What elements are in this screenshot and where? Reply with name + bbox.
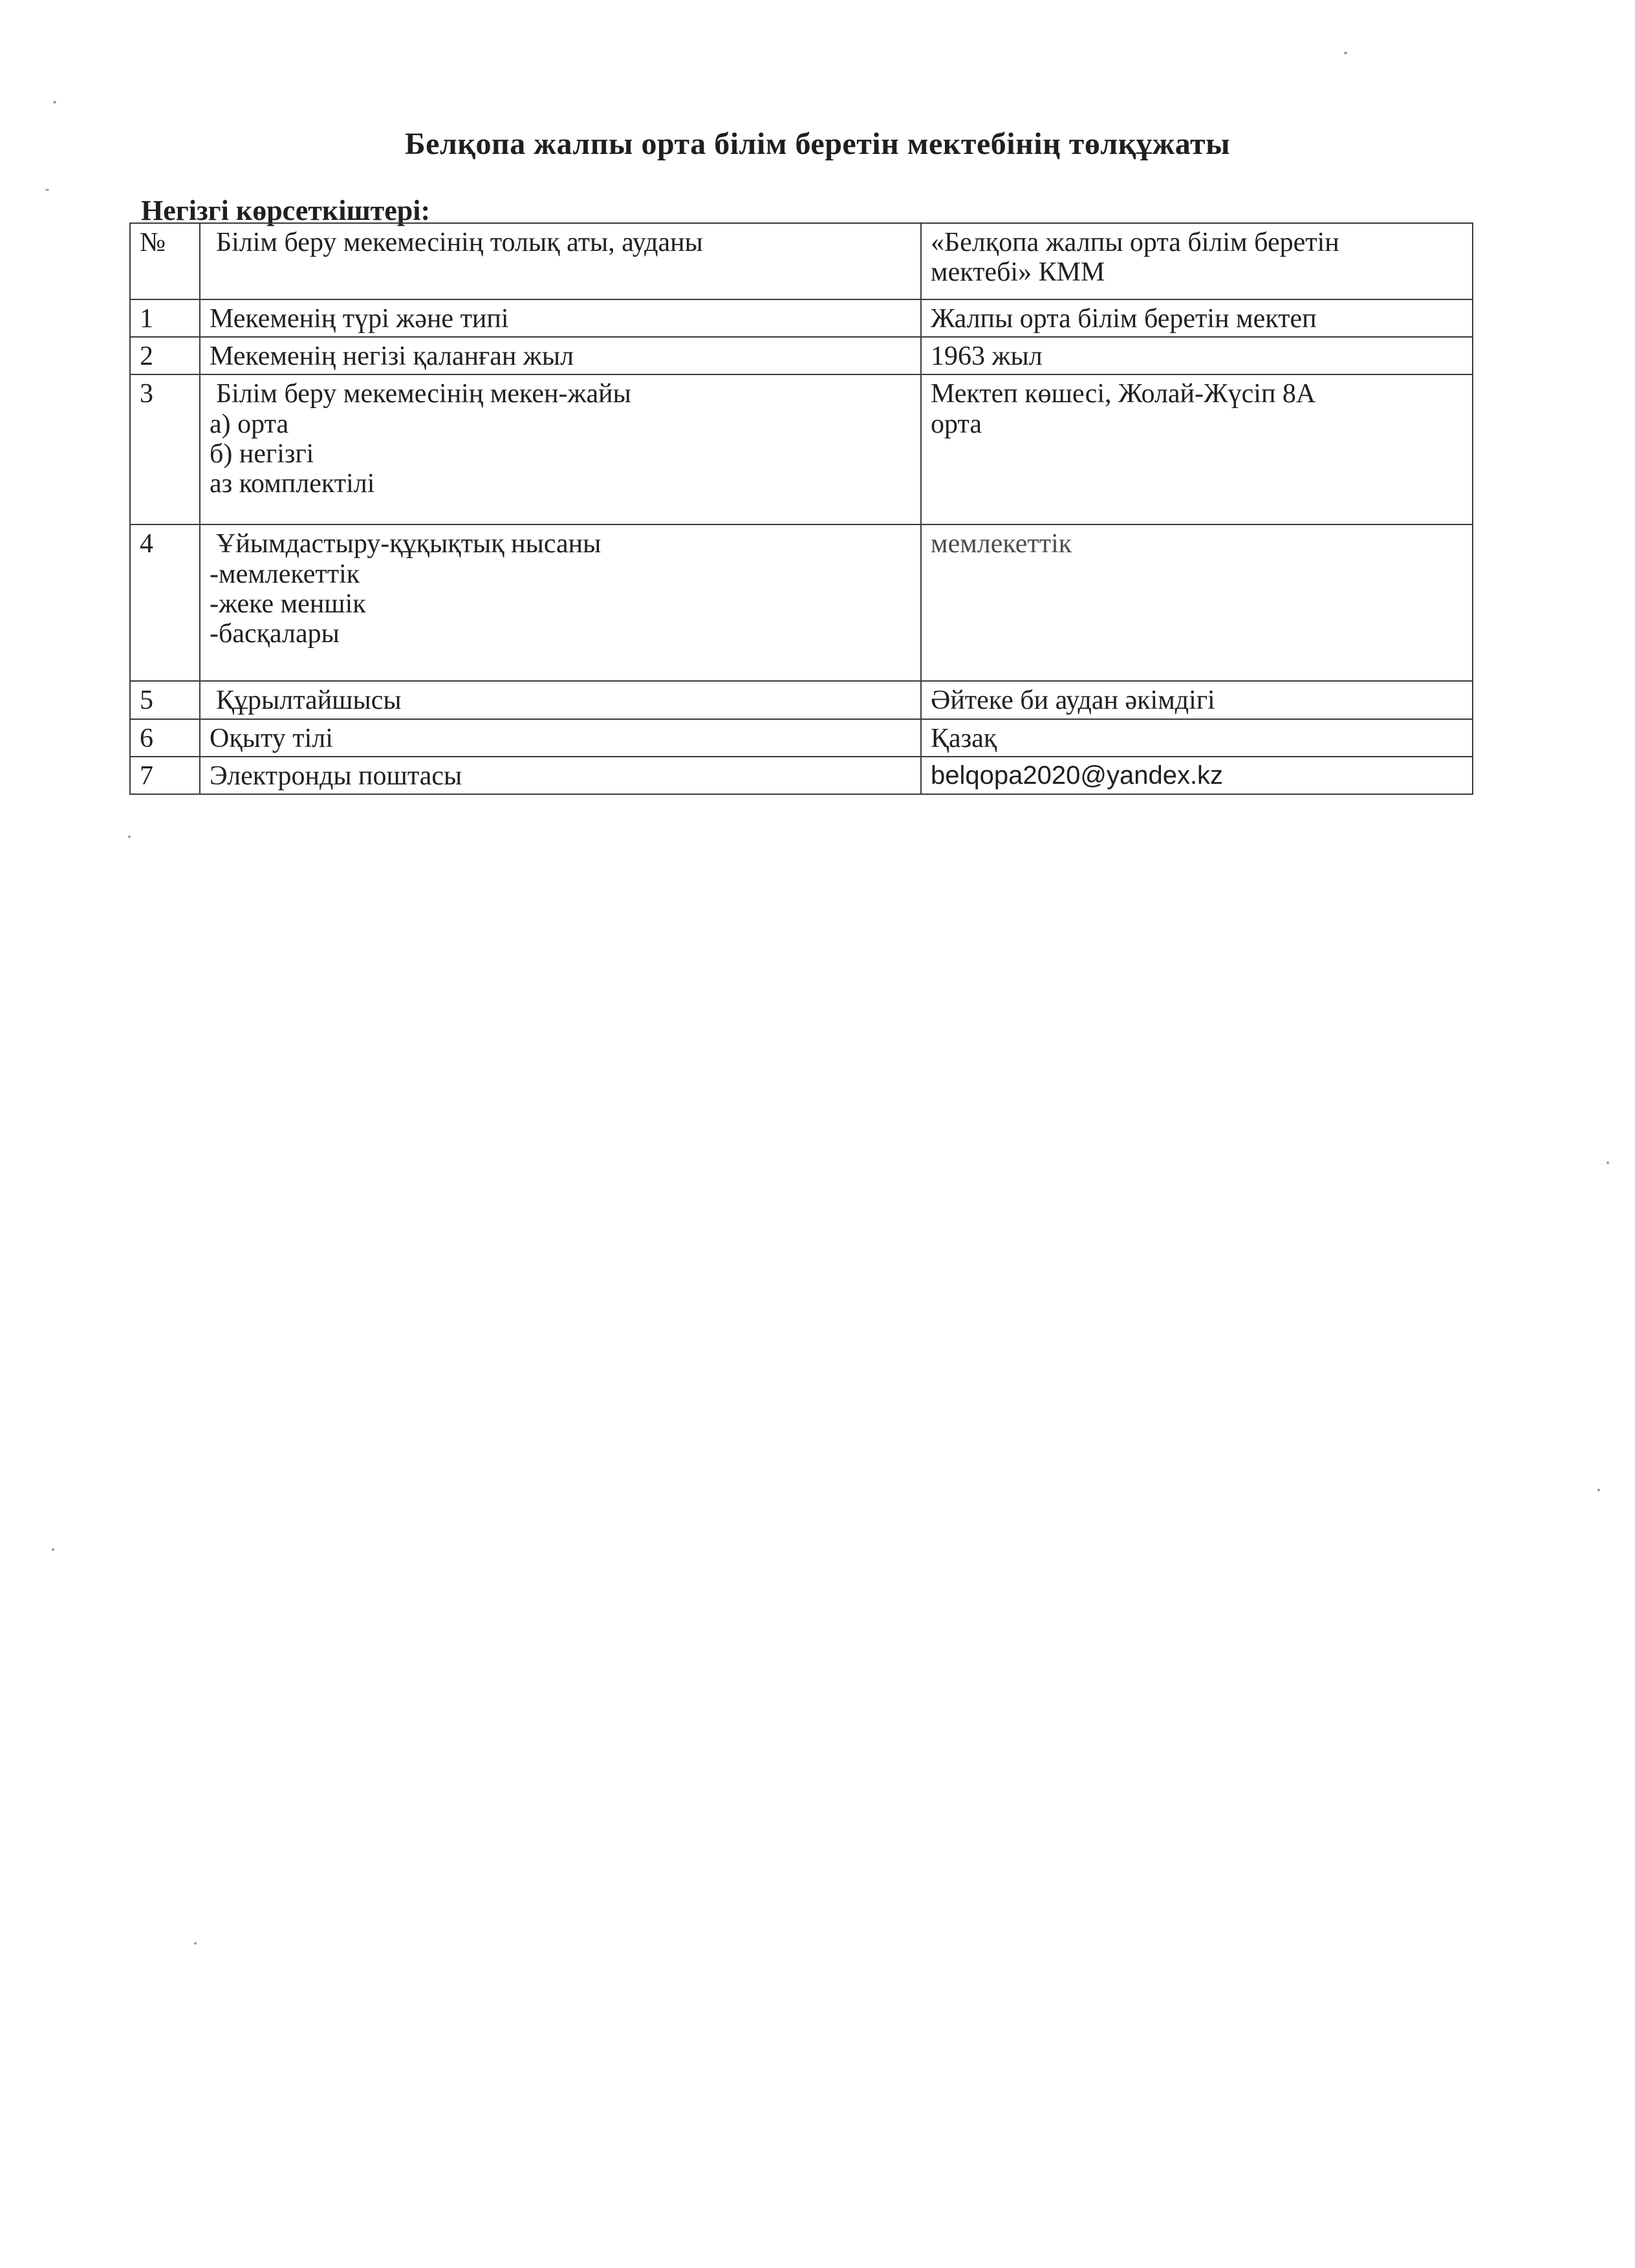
row-num: 5 [130,681,200,718]
row-num: 4 [130,524,200,681]
row-value-line: 1963 жыл [931,341,1043,372]
row-label [200,719,921,757]
table-row [130,299,1473,337]
scan-speck [1607,1161,1609,1164]
row-value [921,524,1473,681]
header-num: № [140,228,166,257]
table-row [130,374,1473,524]
row-label-line: Ұйымдастыру-құқықтық нысаны [216,529,601,559]
row-label-line: Электронды поштасы [210,761,462,791]
scan-speck [128,836,131,838]
header-value-line: мектебі» КММ [931,257,1105,288]
scan-speck [53,101,56,103]
email-value: belqopa2020@yandex.kz [931,761,1224,790]
scan-speck [52,1548,54,1551]
row-label-line: аз комплектілі [210,468,375,499]
row-label [200,681,921,718]
row-value [921,337,1473,374]
document-title: Белқопа жалпы орта білім беретін мектебінің төлқұжаты [404,127,1231,161]
row-value-line: Қазақ [931,723,997,753]
row-label-line: а) орта [210,409,289,439]
row-label [200,374,921,524]
row-label [200,337,921,374]
scan-speck [194,1942,197,1945]
section-subtitle: Негізгі көрсеткіштері: [141,195,431,226]
row-value-line: орта [931,409,982,439]
table-row [130,681,1473,718]
row-label [200,299,921,337]
header-label: Білім беру мекемесінің толық аты, ауданы [216,228,703,257]
table-row [130,337,1473,374]
row-label-line: Білім беру мекемесінің мекен-жайы [216,379,631,409]
header-num-cell [130,223,200,299]
row-num: 3 [130,374,200,524]
header-value-cell [921,223,1473,299]
header-label-cell [200,223,921,299]
row-num: 1 [130,299,200,337]
row-label-line: Мекеменің түрі және типі [210,304,509,334]
row-num: 2 [130,337,200,374]
table-row [130,719,1473,757]
scan-speck [1344,52,1347,54]
row-label-line: Оқыту тілі [210,723,333,753]
row-value-line: мемлекеттік [931,529,1072,559]
row-value [921,719,1473,757]
scan-speck [45,189,49,191]
table-row [130,524,1473,681]
table-row [130,757,1473,794]
row-value [921,757,1473,794]
row-num: 7 [130,757,200,794]
header-value-line: «Белқопа жалпы орта білім беретін [931,228,1339,257]
table-header-row [130,223,1473,299]
row-label [200,524,921,681]
row-label-line: -басқалары [210,618,340,649]
scan-speck [1597,1489,1600,1491]
row-num: 6 [130,719,200,757]
row-value-line: Жалпы орта білім беретін мектеп [931,304,1317,334]
row-value [921,374,1473,524]
row-label-line: Мекеменің негізі қаланған жыл [210,341,574,372]
row-label [200,757,921,794]
passport-table [129,222,1473,795]
row-label-line: -жеке меншік [210,589,366,619]
row-value-line: Мектеп көшесі, Жолай-Жүсіп 8А [931,379,1316,409]
row-label-line: б) негізгі [210,438,314,469]
row-value [921,681,1473,718]
row-label-line: -мемлекеттік [210,559,360,589]
row-value [921,299,1473,337]
row-label-line: Құрылтайшысы [216,686,402,716]
row-value-line: Әйтеке би аудан әкімдігі [931,686,1215,716]
